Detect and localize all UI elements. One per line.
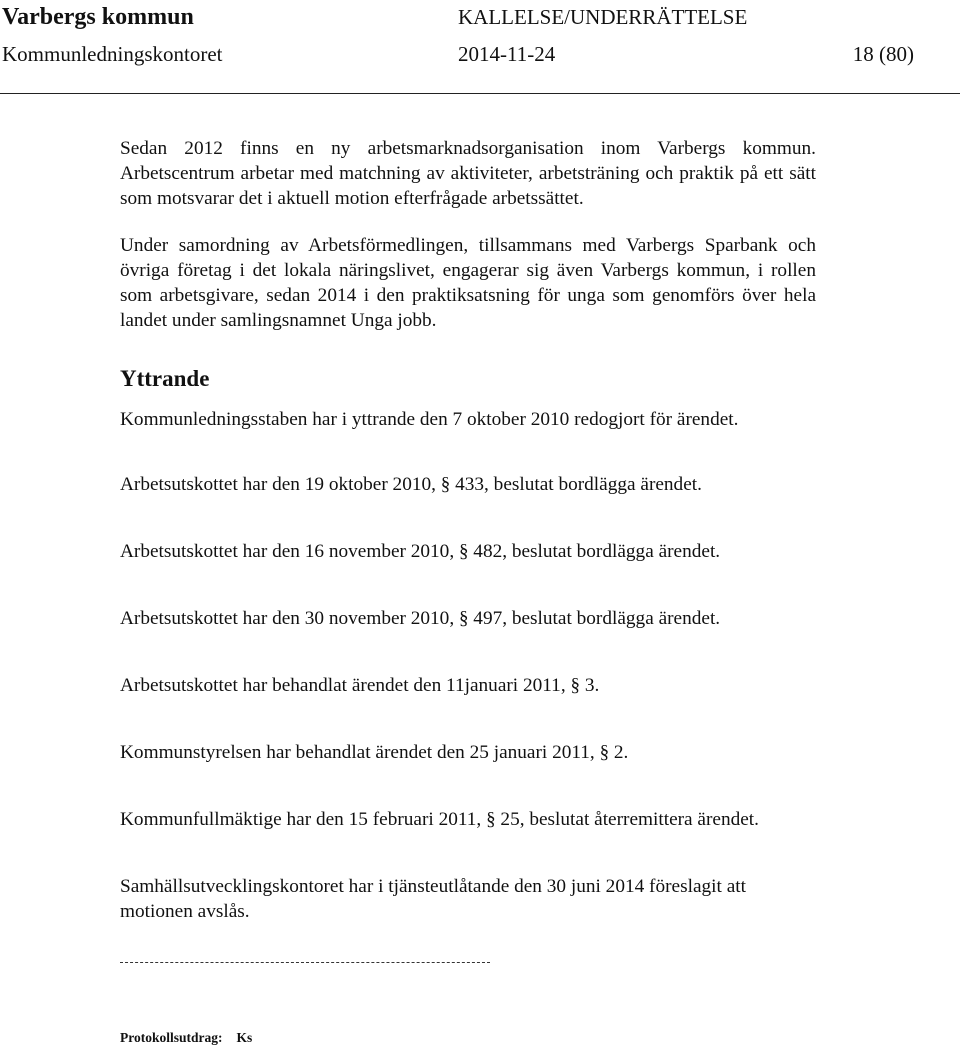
decision-item	[120, 472, 816, 497]
header-divider	[0, 93, 960, 94]
document-type: KALLELSE/UNDERRÄTTELSE	[458, 5, 748, 29]
document-body	[120, 136, 816, 924]
decision-text: Arbetsutskottet har den 30 november 2010,	[120, 608, 455, 629]
decision-item	[120, 807, 816, 832]
section-heading-yttrande: Yttrande	[120, 366, 210, 391]
decision-outcome: 3.	[584, 675, 600, 696]
decision-outcome: 25, beslutat återremittera ärendet.	[500, 809, 759, 830]
decision-item	[120, 606, 816, 631]
paragraph-unga-jobb: Under samordning av Arbetsförmedlingen, tillsammans med Varbergs Sparbank och övriga företag i det lokala näringslivet, engagerar sig även Varbergs kommun, i rollen som arbetsgivare, sedan 2014 i den praktiksatsning för unga som genomförs över hela landet under samlingsnamnet Unga jobb.	[120, 235, 816, 331]
department-name: Kommunledningskontoret	[2, 42, 223, 66]
section-sign: §	[570, 675, 580, 696]
final-recommendation: Samhällsutvecklingskontoret har i tjänsteutlåtande den 30 juni 2014 föreslagit att motionen avslås.	[120, 876, 746, 922]
decision-text: Arbetsutskottet har behandlat ärendet den 11januari 2011,	[120, 675, 566, 696]
dashed-separator	[120, 962, 490, 963]
section-sign: §	[458, 541, 469, 562]
decision-text: Arbetsutskottet har den 16 november 2010,	[120, 541, 455, 562]
document-date: 2014-11-24	[458, 42, 556, 66]
section-sign: §	[440, 474, 451, 495]
decision-text: Kommunfullmäktige har den 15 februari 2011,	[120, 809, 482, 830]
protocol-excerpt-footer	[120, 1030, 252, 1046]
organization-name: Varbergs kommun	[2, 4, 194, 30]
footer-label: Protokollsutdrag:	[120, 1030, 223, 1045]
decision-item	[120, 673, 816, 698]
decision-outcome: 2.	[613, 742, 629, 763]
decision-text: Arbetsutskottet har den 19 oktober 2010,	[120, 474, 436, 495]
document-header	[0, 0, 960, 96]
yttrande-intro: Kommunledningsstaben har i yttrande den 7 oktober 2010 redogjort för ärendet.	[120, 409, 739, 430]
page-number: 18 (80)	[852, 42, 914, 66]
decision-item	[120, 740, 816, 765]
decision-text: Kommunstyrelsen har behandlat ärendet den 25 januari 2011,	[120, 742, 595, 763]
section-sign: §	[599, 742, 610, 763]
section-sign: §	[458, 608, 469, 629]
decision-outcome: 482, beslutat bordlägga ärendet.	[473, 541, 721, 562]
decision-outcome: 433, beslutat bordlägga ärendet.	[455, 474, 702, 495]
decision-outcome: 497, beslutat bordlägga ärendet.	[473, 608, 721, 629]
section-sign: §	[486, 809, 496, 830]
paragraph-arbetscentrum: Sedan 2012 finns en ny arbetsmarknadsorganisation inom Varbergs kommun. Arbetscentrum arbetar med matchning av aktiviteter, arbetsträning och praktik på ett sätt som motsvarar det i aktuell motion efterfrågade arbetssättet.	[120, 138, 816, 209]
footer-value: Ks	[236, 1030, 253, 1045]
decision-item	[120, 539, 816, 564]
